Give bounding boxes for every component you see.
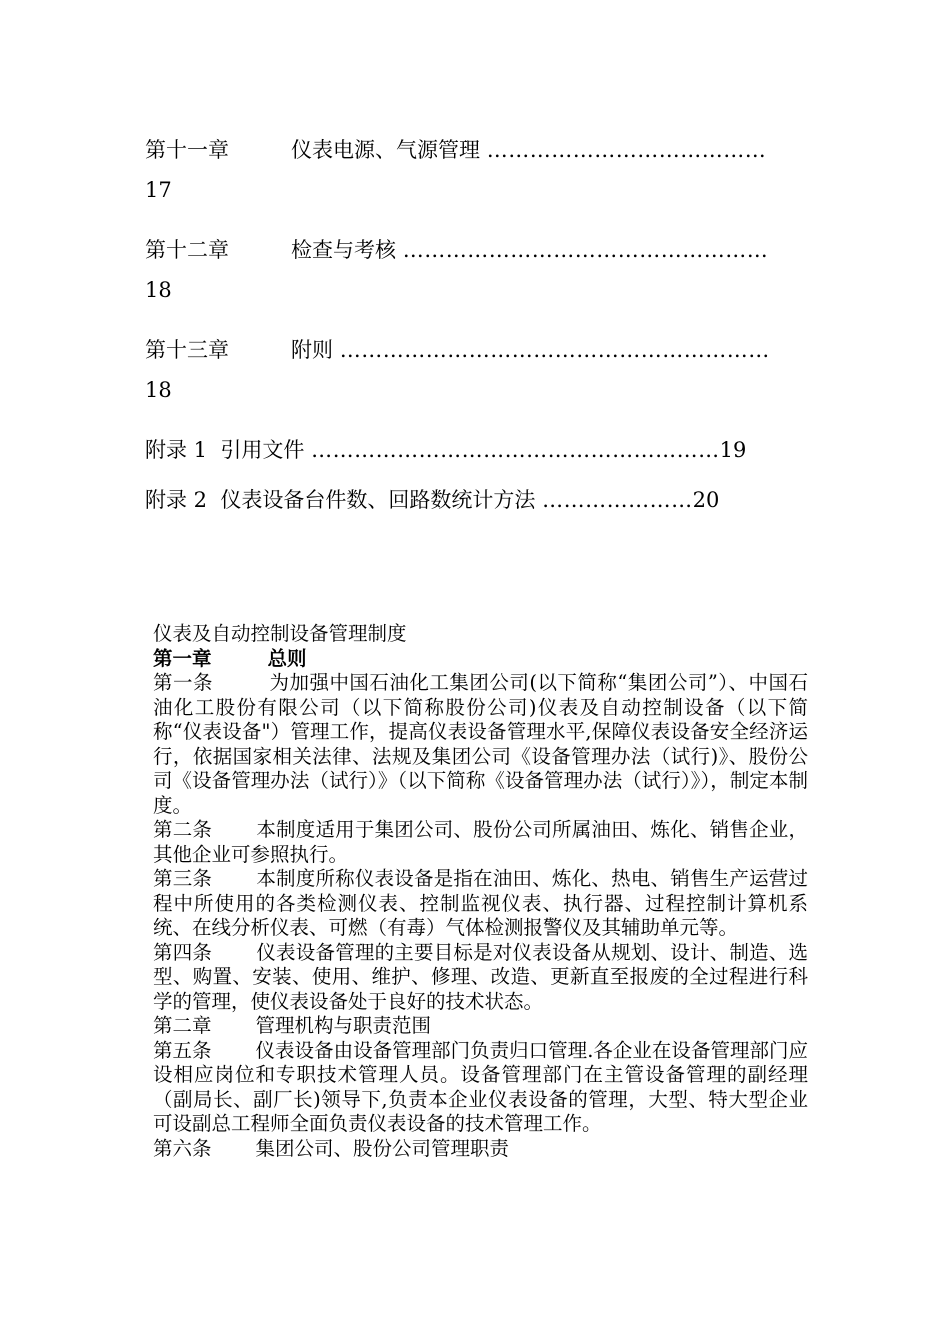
toc-title: 检查与考核 (291, 238, 396, 262)
article-text: 仪表设备管理的主要目标是对仪表设备从规划、设计、制造、选型、购置、安装、使用、维护、修理、改造、更新直至报废的全过程进行科学的管理，使仪表设备处于良好的技术状态。 (153, 940, 808, 1013)
chapter-label: 第二章 (153, 1014, 212, 1037)
article-text: 仪表设备由设备管理部门负责归口管理.各企业在设备管理部门应设相应岗位和专职技术管理人员。设备管理部门在主管设备管理的副经理（副局长、副厂长)领导下,负责本企业仪表设备的管理，大型、特大型企业可设副总工程师全面负责仪表设备的技术管理工作。 (153, 1038, 808, 1135)
document-title: 仪表及自动控制设备管理制度 (153, 622, 407, 645)
toc-appendix-label: 附录 1 (145, 438, 208, 462)
toc-appendix-entry[interactable] (145, 480, 810, 520)
toc-leader-dots: ………………… (542, 488, 693, 512)
article-label: 第六条 (153, 1136, 212, 1160)
article-label: 第三条 (153, 867, 213, 890)
article-paragraph (153, 671, 808, 818)
toc-page-number: 18 (145, 278, 172, 302)
toc-page-number: 18 (145, 378, 172, 402)
table-of-contents (145, 130, 810, 520)
article-label: 第五条 (153, 1038, 212, 1062)
toc-title: 仪表设备台件数、回路数统计方法 (220, 488, 536, 512)
toc-page-number: 20 (692, 488, 720, 512)
toc-appendix-label: 附录 2 (145, 488, 208, 512)
chapter-heading (153, 1014, 808, 1039)
article-paragraph (153, 1137, 808, 1162)
toc-entry[interactable] (145, 130, 810, 170)
toc-leader-dots: …………………………………………… (402, 238, 769, 262)
chapter-title: 总则 (267, 646, 307, 670)
article-paragraph (153, 818, 808, 867)
toc-leader-dots: …………………………………………………… (339, 338, 770, 362)
article-text: 集团公司、股份公司管理职责 (255, 1136, 510, 1160)
article-paragraph (153, 1039, 808, 1137)
article-text: 为加强中国石油化工集团公司(以下简称“集团公司”）、中国石油化工股份有限公司（以下简称股份公司)仪表及自动控制设备（以下简称“仪表设备"）管理工作，提高仪表设备管理水平,保障仪表设备安全经济运行，依据国家相关法律、法规及集团公司《设备管理办法（试行)》、股份公司《设备管理办法（试行）》（以下简称《设备管理办法（试行）》），制定本制度。 (153, 671, 808, 817)
toc-page-number: 17 (145, 178, 172, 202)
article-label: 第二条 (153, 818, 213, 841)
article-text: 本制度适用于集团公司、股份公司所属油田、炼化、销售企业，其他企业可参照执行。 (153, 818, 808, 866)
article-label: 第一条 (153, 671, 213, 694)
article-label: 第四条 (153, 940, 213, 964)
article-text: 本制度所称仪表设备是指在油田、炼化、热电、销售生产运营过程中所使用的各类检测仪表、控制监视仪表、执行器、过程控制计算机系统、在线分析仪表、可燃（有毒）气体检测报警仪及其辅助单元等。 (153, 867, 808, 939)
article-paragraph (153, 941, 808, 1015)
toc-chapter-label: 第十三章 (145, 338, 229, 362)
toc-title: 附则 (291, 338, 333, 362)
toc-page-number: 19 (719, 438, 747, 462)
toc-chapter-label: 第十二章 (145, 238, 229, 262)
toc-appendix-entry[interactable] (145, 430, 810, 470)
toc-entry[interactable] (145, 230, 810, 270)
chapter-title: 管理机构与职责范围 (255, 1014, 432, 1037)
toc-leader-dots: ………………………………………………… (311, 438, 720, 462)
document-body (153, 622, 808, 1161)
article-paragraph (153, 867, 808, 941)
toc-title: 仪表电源、气源管理 (291, 138, 480, 162)
chapter-label: 第一章 (153, 646, 212, 670)
toc-chapter-label: 第十一章 (145, 138, 229, 162)
chapter-heading (153, 647, 808, 672)
toc-leader-dots: ………………………………… (486, 138, 767, 162)
toc-entry[interactable] (145, 330, 810, 370)
toc-title: 引用文件 (220, 438, 305, 462)
